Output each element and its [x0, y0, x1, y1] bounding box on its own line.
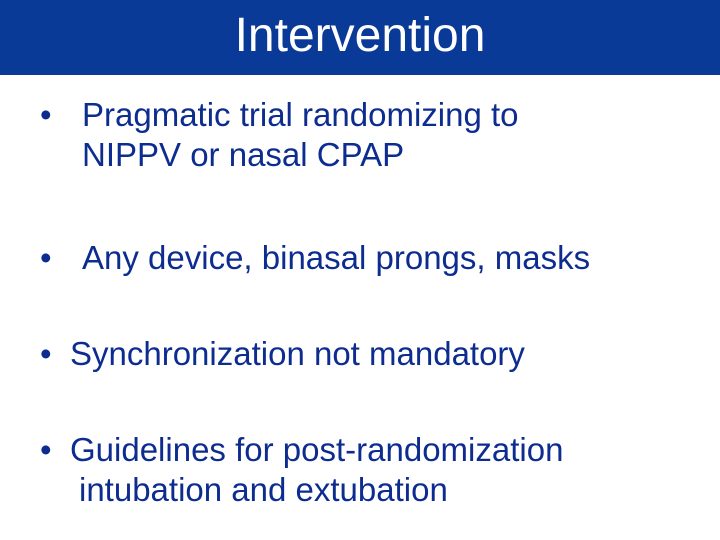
- bullet-2-marker: •: [40, 239, 52, 276]
- bullet-1-marker: •: [40, 96, 52, 133]
- bullet-1-line-2: NIPPV or nasal CPAP: [82, 136, 405, 173]
- bullet-1: [82, 95, 519, 175]
- bullet-4-line-1: Guidelines for post-randomization: [70, 431, 564, 468]
- bullet-4-marker: •: [40, 431, 52, 468]
- slide-title: Intervention: [234, 8, 486, 62]
- bullet-4-line-2: intubation and extubation: [79, 471, 448, 508]
- bullet-3-line-1: Synchronization not mandatory: [70, 335, 525, 372]
- bullet-3-marker: •: [40, 335, 52, 372]
- bullet-1-line-1: Pragmatic trial randomizing to: [82, 96, 519, 133]
- bullet-4: [70, 430, 563, 510]
- bullet-2-line-1: Any device, binasal prongs, masks: [82, 239, 591, 276]
- bullet-3: [70, 334, 525, 374]
- bullet-2: [82, 238, 590, 278]
